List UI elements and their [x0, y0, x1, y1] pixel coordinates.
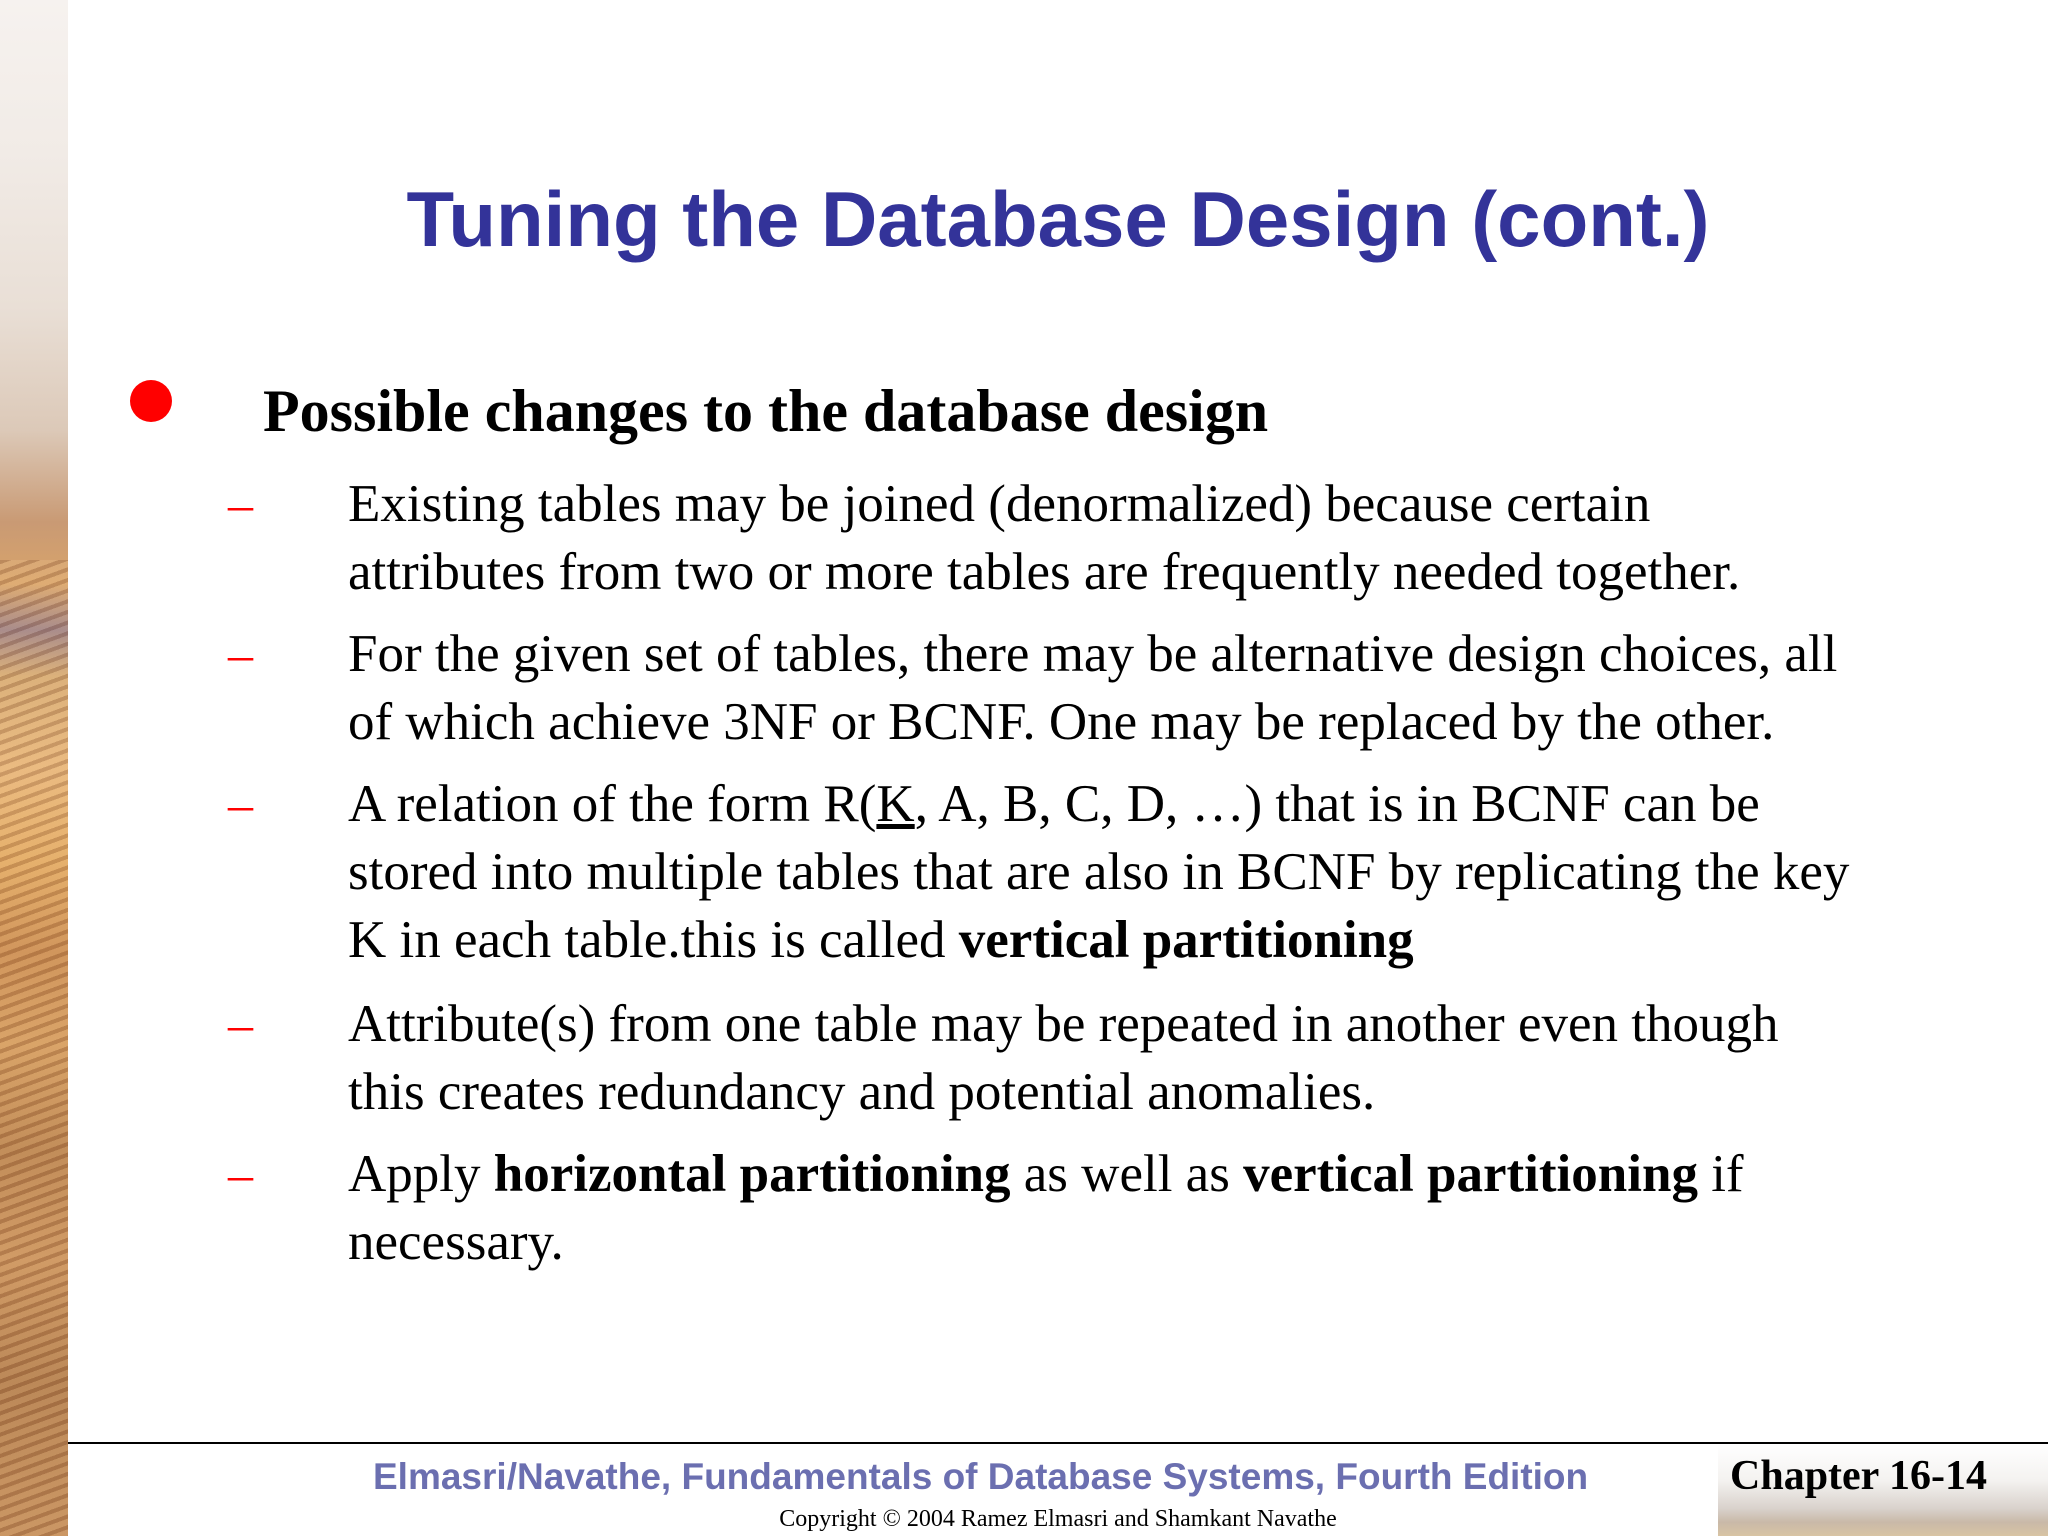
text-line — [348, 688, 2028, 756]
copyright-notice: Copyright © 2004 Ramez Elmasri and Shamkant Navathe — [779, 1506, 1337, 1532]
dash-bullet-icon: – — [228, 996, 253, 1052]
dash-bullet-icon: – — [228, 776, 253, 832]
text-segment: , A, B, C, D, …) that is in BCNF can be — [914, 775, 1760, 833]
underlined-text-segment: K — [876, 775, 915, 833]
sub-bullet-text — [348, 470, 2028, 606]
dash-bullet-icon: – — [228, 476, 253, 532]
text-segment: Attribute(s) from one table may be repeated in another even though — [348, 995, 1779, 1053]
text-line — [348, 770, 2028, 838]
desert-background-strip — [0, 0, 68, 1536]
text-segment: necessary. — [348, 1213, 564, 1271]
dash-bullet-icon: – — [228, 626, 253, 682]
chapter-label: Chapter 16-14 — [1730, 1453, 1988, 1499]
text-segment: of which achieve 3NF or BCNF. One may be replaced by the other. — [348, 693, 1775, 751]
text-segment: this creates redundancy and potential anomalies. — [348, 1063, 1376, 1121]
text-line — [348, 538, 2028, 606]
text-segment: A relation of the form R( — [348, 775, 877, 833]
text-segment: attributes from two or more tables are frequently needed together. — [348, 543, 1741, 601]
bold-text-segment: vertical partitioning — [1243, 1145, 1698, 1203]
text-segment: if — [1697, 1145, 1744, 1203]
bold-text-segment: vertical partitioning — [958, 911, 1414, 969]
sub-bullet-text — [348, 770, 2028, 974]
text-line — [348, 620, 2028, 688]
footer-book-title: Elmasri/Navathe, Fundamentals of Database Systems, Fourth Edition — [373, 1456, 1589, 1497]
text-line — [348, 990, 2028, 1058]
sub-bullet-text — [348, 620, 2028, 756]
text-segment: Existing tables may be joined (denormalized) because certain — [348, 475, 1651, 533]
text-segment: stored into multiple tables that are also in BCNF by replicating the key — [348, 843, 1850, 901]
text-line — [348, 1208, 2028, 1276]
main-bullet-text: Possible changes to the database design — [263, 378, 1269, 444]
text-line — [348, 470, 2028, 538]
text-segment: as well as — [1010, 1145, 1244, 1203]
bullet-dot-icon — [130, 380, 172, 422]
text-line — [348, 906, 2028, 974]
slide-title: Tuning the Database Design (cont.) — [406, 175, 1710, 263]
text-segment: Apply — [348, 1145, 494, 1203]
bold-text-segment: horizontal partitioning — [493, 1145, 1011, 1203]
text-line — [348, 1140, 2028, 1208]
text-line — [348, 838, 2028, 906]
sub-bullet-text — [348, 1140, 2028, 1276]
dash-bullet-icon: – — [228, 1146, 253, 1202]
text-segment: K in each table.this is called — [348, 911, 959, 969]
text-line — [348, 1058, 2028, 1126]
sub-bullet-text — [348, 990, 2028, 1126]
text-segment: For the given set of tables, there may be alternative design choices, all — [348, 625, 1838, 683]
